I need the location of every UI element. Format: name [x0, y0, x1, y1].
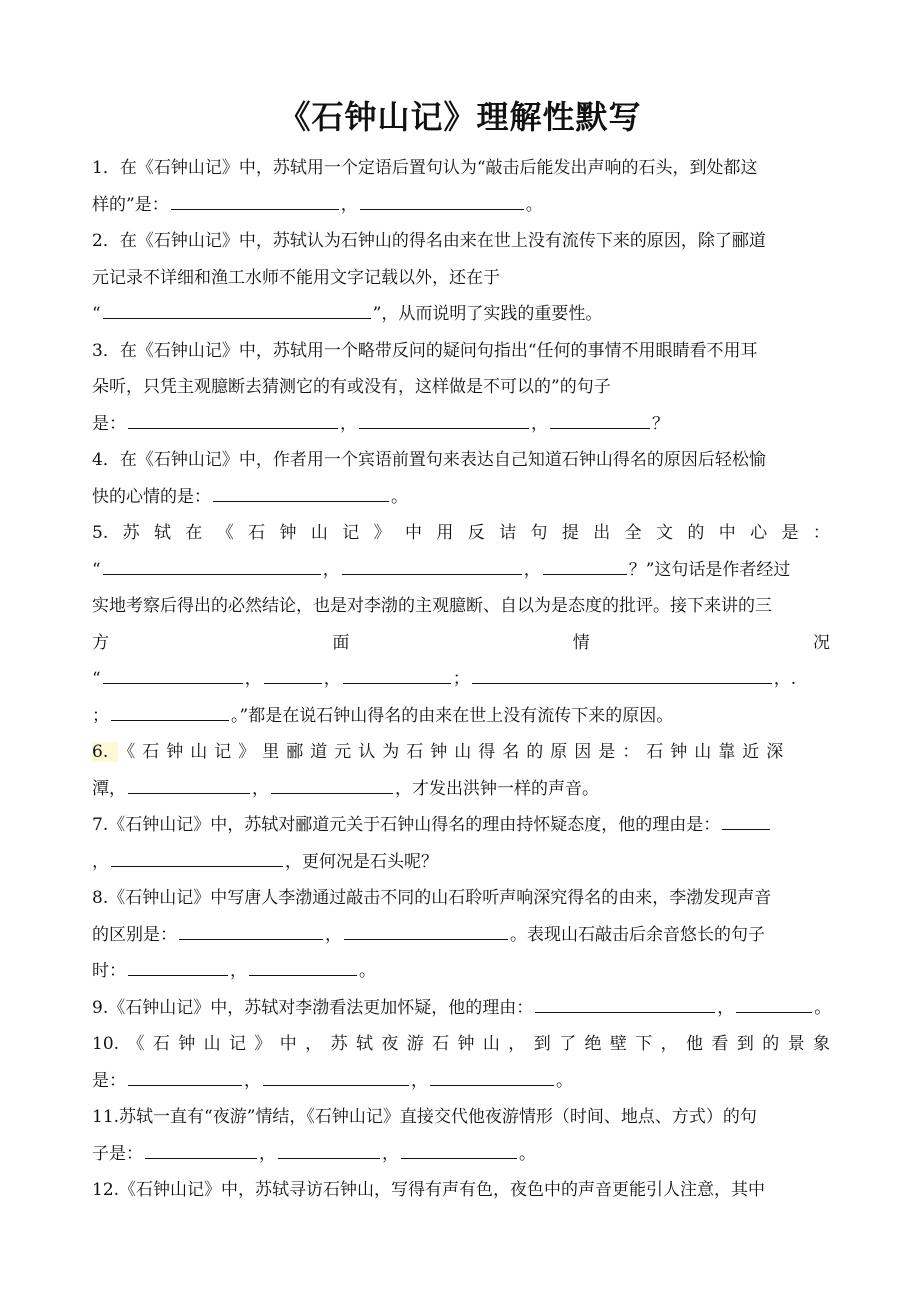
q11-blank-3[interactable]: [401, 1142, 517, 1159]
q10-word: 轼: [355, 1034, 373, 1054]
q11-line2: [92, 1136, 830, 1173]
q10-word: 《: [127, 1034, 145, 1054]
q2-line2: 元记录不详细和渔工水师不能用文字记载以外，还在于: [92, 267, 500, 288]
q10-word: 石: [152, 1034, 170, 1054]
q5-word: 石: [248, 523, 266, 543]
q9-end: 。: [814, 997, 832, 1018]
q5-semicolon: ；: [452, 669, 470, 689]
q8-blank-1[interactable]: [179, 923, 323, 940]
q5-word: 5.: [92, 523, 109, 543]
q3-line3: [92, 406, 830, 443]
q11-end: 。: [519, 1143, 536, 1164]
q10-word: 壁: [609, 1034, 627, 1054]
q5-word: 在: [185, 523, 203, 543]
q5-line1: [92, 515, 830, 552]
q5-word: 提: [561, 523, 579, 543]
q5-line2: [92, 552, 830, 589]
q10-word: 看: [711, 1034, 729, 1054]
q10-word: 夜: [381, 1034, 399, 1054]
q5-blank-3[interactable]: [543, 558, 627, 575]
q6-number: 6.: [92, 742, 118, 762]
q10-end: 。: [556, 1070, 573, 1091]
q5-blank-7[interactable]: [472, 667, 772, 684]
q10-line1: [92, 1026, 830, 1063]
q10-word: 象: [812, 1034, 830, 1054]
q10-word: 绝: [584, 1034, 602, 1054]
q5-open-quote-2: “: [92, 669, 101, 689]
q5-spread-word: 面: [332, 632, 350, 653]
q10-word: 钟: [457, 1034, 475, 1054]
q5-word: 钟: [279, 523, 297, 543]
q5-sep-4: ，: [323, 669, 341, 689]
q5-word: 全: [624, 523, 642, 543]
q6-blank-2[interactable]: [271, 777, 393, 794]
q2-line3: [92, 296, 830, 333]
q11-sep-1: ，: [259, 1143, 276, 1164]
q3-blank-3[interactable]: [550, 412, 650, 429]
q10-word: 石: [432, 1034, 450, 1054]
q1-sep: ，: [340, 194, 358, 215]
q1-prefix: 样的”是：: [92, 194, 169, 215]
q10-blank-3[interactable]: [430, 1069, 554, 1086]
q3-prefix: 是：: [92, 413, 126, 434]
q9-text: 9.《石钟山记》中，苏轼对李渤看法更加怀疑，他的理由：: [92, 997, 534, 1018]
q10-line2: [92, 1063, 830, 1100]
q5-blank-8[interactable]: [111, 704, 229, 721]
q9-blank-2[interactable]: [736, 996, 812, 1013]
q6-text: 《石钟山记》里郦道元认为石钟山得名的原因是：石钟山靠近深: [118, 742, 791, 762]
q5-word: 记: [342, 523, 360, 543]
q5-line5: [92, 661, 830, 698]
q5-sep-3: ，: [244, 669, 262, 689]
q9-blank-1[interactable]: [535, 996, 715, 1013]
q10-word: 下: [635, 1034, 653, 1054]
q10-word: 山: [482, 1034, 500, 1054]
q5-word: 用: [436, 523, 454, 543]
q4-blank-1[interactable]: [213, 485, 389, 502]
q5-open-quote: “: [92, 559, 101, 580]
q1-line2: [92, 187, 830, 224]
q5-word: 是: [781, 523, 799, 543]
q1-line1: 1．在《石钟山记》中，苏轼用一个定语后置句认为“敲击后能发出声响的石头，到处都这: [92, 158, 758, 178]
q5-word: 文: [655, 523, 673, 543]
q8-blank-2[interactable]: [344, 923, 508, 940]
q8-sep-1: ，: [325, 924, 342, 945]
q5-semicolon-2: ；: [92, 705, 109, 726]
q10-word: 中: [279, 1034, 297, 1054]
q8-line2: [92, 917, 830, 954]
q2-line1: 2．在《石钟山记》中，苏轼认为石钟山的得名由来在世上没有流传下来的原因，除了郦道: [92, 231, 766, 251]
q10-word: 了: [559, 1034, 577, 1054]
q5-blank-6[interactable]: [343, 667, 451, 684]
q10-blank-2[interactable]: [263, 1069, 409, 1086]
q2-blank-1[interactable]: [103, 302, 371, 319]
q8-sep-2: ，: [230, 961, 247, 981]
q4-line1: 4．在《石钟山记》中，作者用一个宾语前置句来表达自己知道石钟山得名的原因后轻松愉: [92, 450, 766, 470]
q4-prefix: 快的心情的是：: [92, 486, 211, 507]
q2-suffix: ”，从而说明了实践的重要性。: [372, 304, 603, 324]
q10-sep-2: ，: [411, 1070, 428, 1091]
q1-end: 。: [525, 194, 543, 215]
q2-open-quote: “: [92, 304, 101, 324]
q10-word: 的: [762, 1034, 780, 1054]
q5-blank-4[interactable]: [103, 667, 243, 684]
q5-blank-1[interactable]: [103, 558, 321, 575]
q10-prefix: 是：: [92, 1070, 126, 1091]
q5-blank-2[interactable]: [342, 558, 522, 575]
q3-blank-1[interactable]: [128, 412, 338, 429]
q10-word: ，: [660, 1034, 678, 1054]
q6-prefix: 潭，: [92, 778, 126, 799]
q11-line1: 11.苏轼一直有“夜游”情结，《石钟山记》直接交代他夜游情形（时间、地点、方式）的句: [92, 1107, 757, 1127]
q7-text: 7.《石钟山记》中，苏轼对郦道元关于石钟山得名的理由持怀疑态度，他的理由是：: [92, 815, 721, 835]
q5-line3: 实地考察后得出的必然结论，也是对李渤的主观臆断、自以为是态度的批评。接下来讲的三: [92, 596, 772, 616]
q5-word: 《: [216, 523, 234, 543]
q10-word: 山: [203, 1034, 221, 1054]
q6-line2: [92, 771, 830, 808]
q10-word: 到: [736, 1034, 754, 1054]
q10-word: ，: [508, 1034, 526, 1054]
q5-word: 心: [750, 523, 768, 543]
q4-end: 。: [391, 486, 408, 507]
q5-word: 中: [404, 523, 422, 543]
q6-blank-1[interactable]: [128, 777, 250, 794]
q6-sep: ，: [252, 778, 269, 799]
q5-spread-word: 情: [572, 632, 590, 653]
q8-line1: 8.《石钟山记》中写唐人李渤通过敲击不同的山石聆听声响深究得名的由来，李渤发现声音: [92, 888, 772, 908]
page-title: 《石钟山记》理解性默写: [278, 98, 642, 136]
q10-word: 他: [686, 1034, 704, 1054]
q3-sep-1: ，: [340, 413, 357, 434]
q5-word: 反: [467, 523, 485, 543]
q5-word: 出: [593, 523, 611, 543]
q8-blank-3[interactable]: [128, 959, 228, 976]
q1-blank-1[interactable]: [171, 193, 339, 210]
q3-line1: 3．在《石钟山记》中，苏轼用一个略带反问的疑问句指出“任何的事情不用眼睛看不用耳: [92, 340, 758, 361]
q10-word: 景: [787, 1034, 805, 1054]
q10-blank-1[interactable]: [128, 1069, 242, 1086]
q5-word: 》: [373, 523, 391, 543]
q7-blank-2[interactable]: [111, 850, 283, 867]
q5-line6-suffix: 。”都是在说石钟山得名的由来在世上没有流传下来的原因。: [231, 705, 674, 726]
q7-line1: [92, 807, 830, 844]
q10-sep-1: ，: [244, 1070, 261, 1091]
q8-end: 。: [359, 961, 376, 981]
q10-word: 钟: [178, 1034, 196, 1054]
q5-word: 轼: [153, 523, 171, 543]
q7-blank-1[interactable]: [722, 813, 770, 830]
q5-line4: [92, 625, 830, 662]
q5-sep-2: ，: [523, 559, 541, 580]
q5-spread-word: 况: [812, 632, 830, 653]
q10-word: 苏: [330, 1034, 348, 1054]
q4-line2: [92, 479, 830, 516]
q1-blank-2[interactable]: [360, 193, 524, 210]
q5-line6: [92, 698, 830, 735]
q6-suffix: ，才发出洪钟一样的声音。: [395, 778, 599, 799]
q5-sep-1: ，: [322, 559, 340, 580]
q12-line1: 12.《石钟山记》中，苏轼寻访石钟山，写得有声有色，夜色中的声音更能引人注意，其中: [92, 1180, 766, 1200]
q5-word: ：: [812, 523, 830, 543]
q3-end: ？: [652, 413, 669, 434]
q8-blank-4[interactable]: [249, 959, 357, 976]
q11-sep-2: ，: [382, 1143, 399, 1164]
q8-line3: [92, 953, 830, 990]
q5-blank-5[interactable]: [264, 667, 322, 684]
q7-comma: ，: [92, 851, 109, 872]
q10-word: ，: [305, 1034, 323, 1054]
q8-prefix: 的区别是：: [92, 924, 177, 945]
q10-word: 游: [406, 1034, 424, 1054]
question-list: [92, 150, 830, 1209]
q5-line5-tail: ，.: [773, 669, 797, 689]
q10-word: 10.: [92, 1034, 120, 1054]
q5-word: 的: [687, 523, 705, 543]
q8-line2-suffix: 。表现山石敲击后余音悠长的句子: [510, 924, 765, 945]
q5-word: 中: [718, 523, 736, 543]
q3-sep-2: ，: [531, 413, 548, 434]
q10-word: 记: [229, 1034, 246, 1054]
q11-blank-1[interactable]: [145, 1142, 257, 1159]
q3-line2: 朵听，只凭主观臆断去猜测它的有或没有，这样做是不可以的”的句子: [92, 377, 611, 397]
q5-spread-word: 方: [92, 632, 109, 653]
q11-blank-2[interactable]: [278, 1142, 380, 1159]
q3-blank-2[interactable]: [359, 412, 529, 429]
q10-word: 到: [533, 1034, 551, 1054]
q6-line1: [92, 734, 830, 771]
q5-word: 句: [530, 523, 548, 543]
q9-line1: [92, 990, 830, 1027]
q10-word: 》: [254, 1034, 272, 1054]
q5-word: 诘: [499, 523, 517, 543]
q5-line2-suffix: ？”这句话是作者经过: [628, 559, 791, 580]
q11-prefix: 子是：: [92, 1143, 143, 1164]
q9-sep: ，: [717, 997, 735, 1018]
q8-line3-prefix: 时：: [92, 961, 126, 981]
q7-suffix: ，更何况是石头呢？: [285, 851, 438, 872]
q7-line2: [92, 844, 830, 881]
q5-word: 苏: [122, 523, 140, 543]
q5-word: 山: [310, 523, 328, 543]
